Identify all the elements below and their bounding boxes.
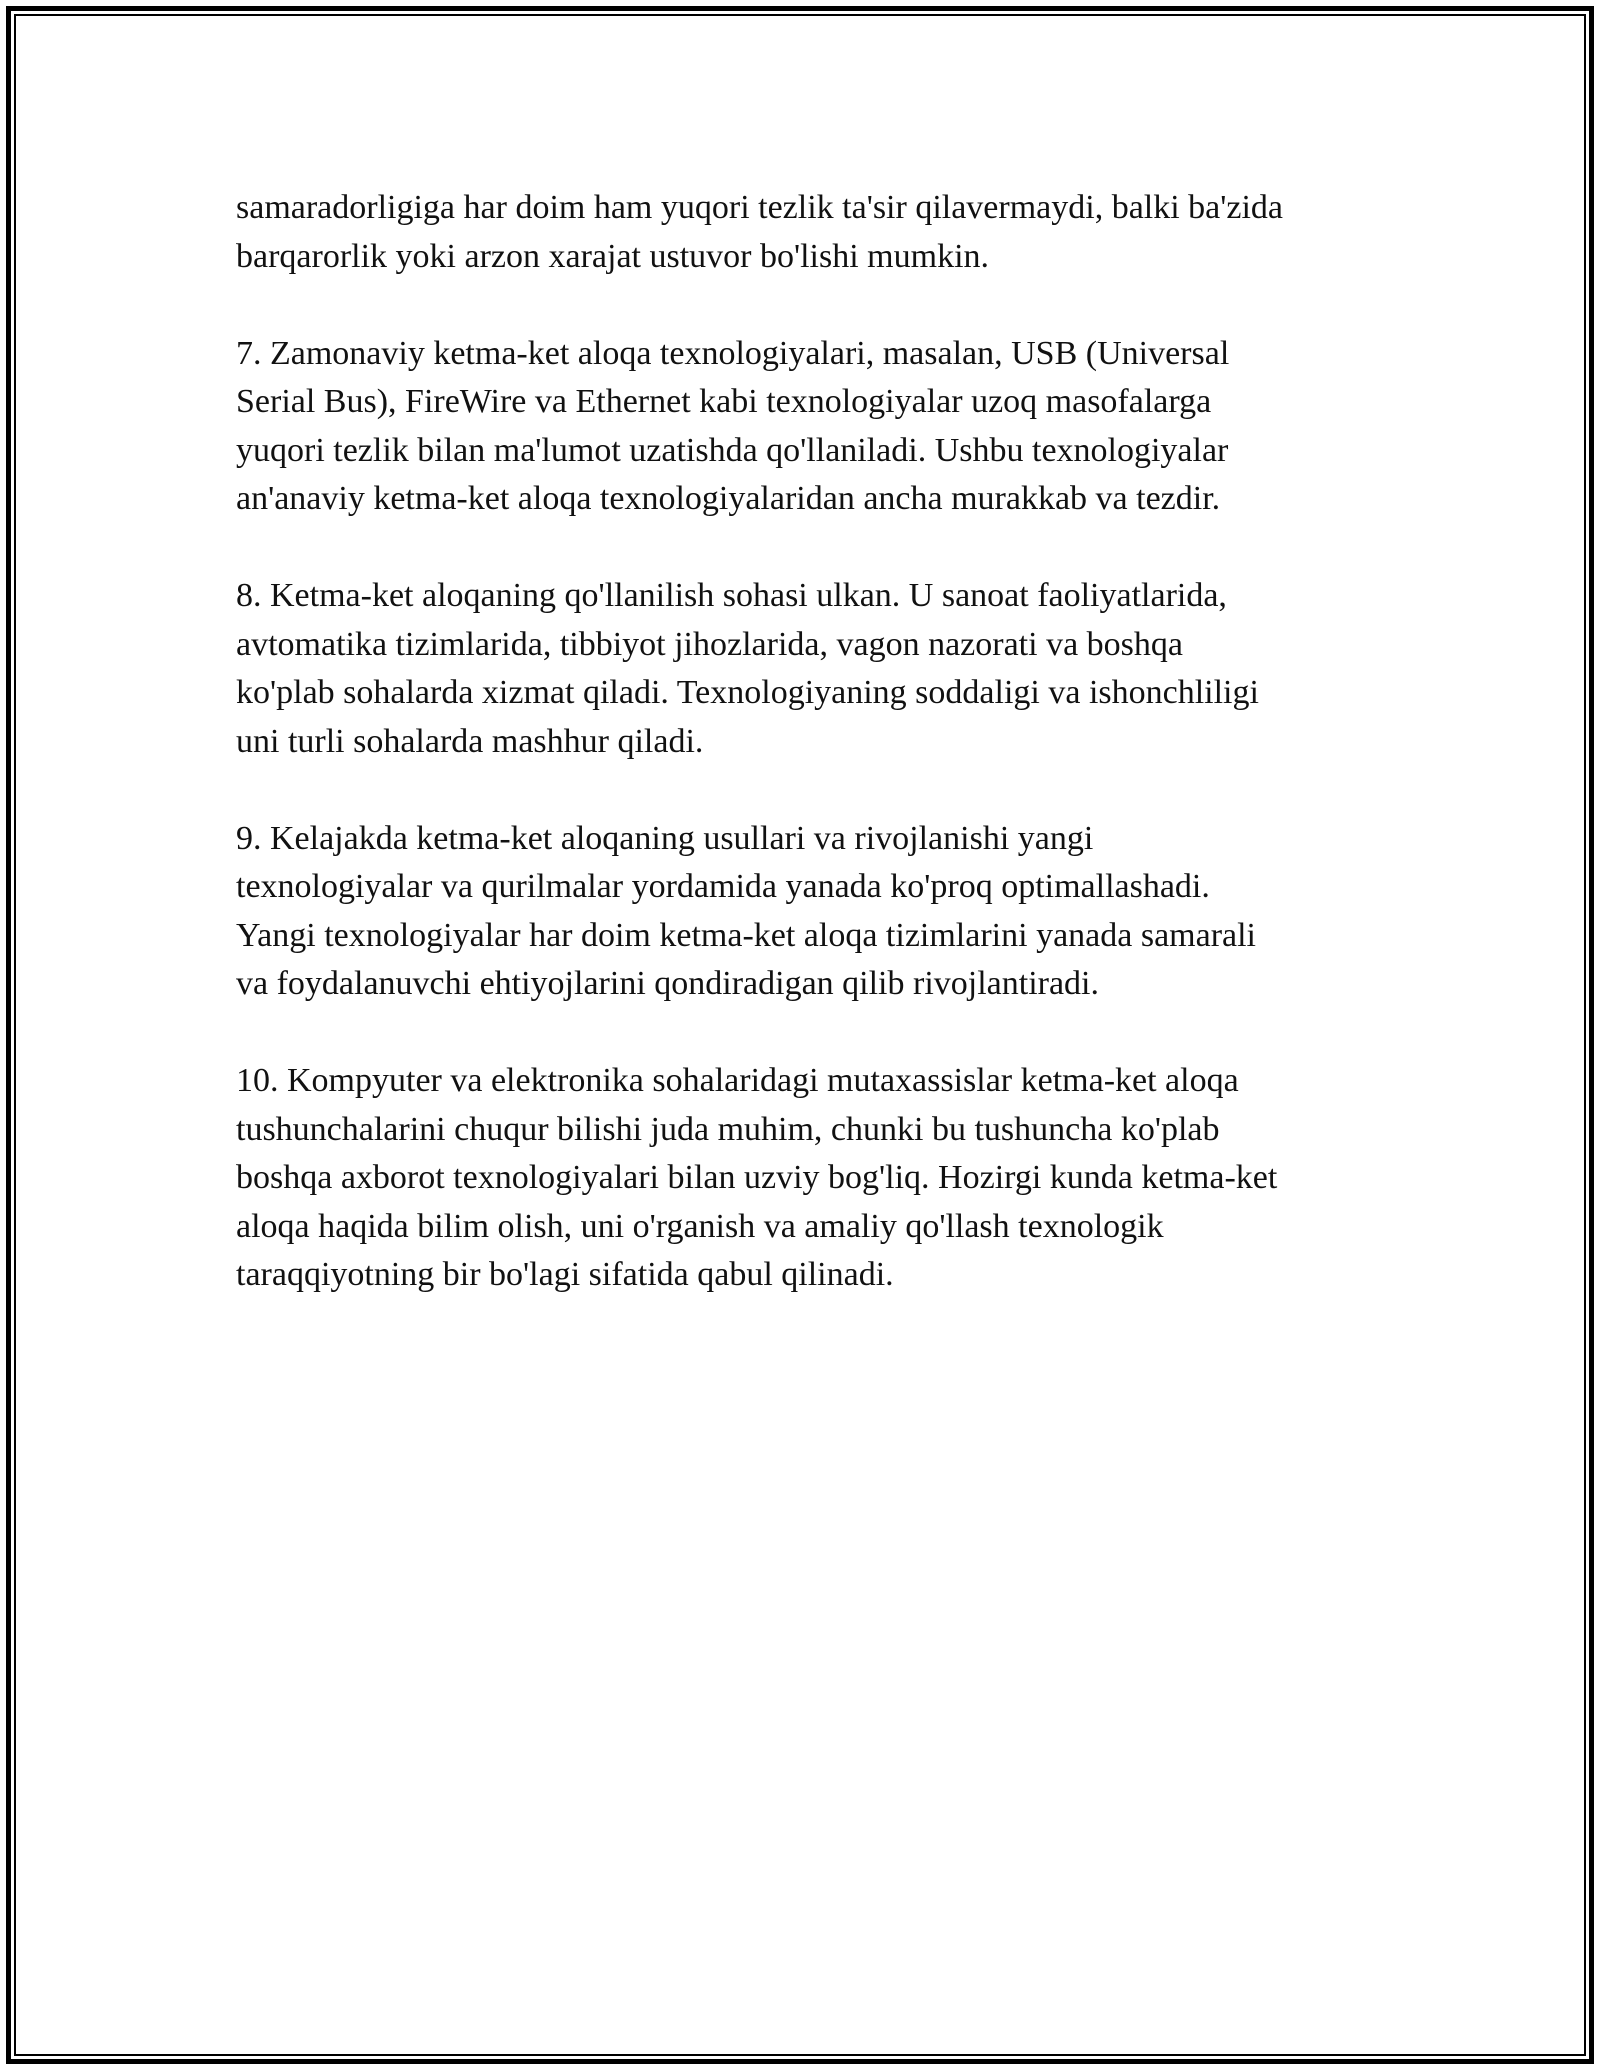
text-line: avtomatika tizimlarida, tibbiyot jihozlarida, vagon nazorati va boshqa: [236, 625, 1183, 663]
text-line: Yangi texnologiyalar har doim ketma-ket aloqa tizimlarini yanada samarali: [236, 916, 1256, 954]
text-line: uni turli sohalarda mashhur qiladi.: [236, 722, 704, 760]
text-line: yuqori tezlik bilan ma'lumot uzatishda qo'llaniladi. Ushbu texnologiyalar: [236, 431, 1229, 469]
paragraph-item-8: [236, 572, 1376, 766]
text-line: 9. Kelajakda ketma-ket aloqaning usullari va rivojlanishi yangi: [236, 819, 1094, 857]
paragraph-item-7: [236, 330, 1376, 524]
text-line: taraqqiyotning bir bo'lagi sifatida qabul qilinadi.: [236, 1256, 894, 1293]
text-line: texnologiyalar va qurilmalar yordamida yanada ko'proq optimallashadi.: [236, 868, 1210, 905]
text-line: Serial Bus), FireWire va Ethernet kabi texnologiyalar uzoq masofalarga: [236, 383, 1212, 420]
paragraph-item-9: [236, 815, 1376, 1009]
text-line: aloqa haqida bilim olish, uni o'rganish va amaliy qo'llash texnologik: [236, 1207, 1164, 1245]
paragraph-item-10: [236, 1057, 1376, 1300]
text-line: barqarorlik yoki arzon xarajat ustuvor bo'lishi mumkin.: [236, 237, 990, 275]
text-line: 8. Ketma-ket aloqaning qo'llanilish sohasi ulkan. U sanoat faoliyatlarida,: [236, 577, 1227, 614]
text-line: 10. Kompyuter va elektronika sohalaridagi mutaxassislar ketma-ket aloqa: [236, 1062, 1239, 1099]
document-body: [236, 184, 1376, 1348]
text-line: boshqa axborot texnologiyalari bilan uzviy bog'liq. Hozirgi kunda ketma-ket: [236, 1159, 1278, 1196]
paragraph-continuation: [236, 184, 1376, 281]
text-line: an'anaviy ketma-ket aloqa texnologiyalaridan ancha murakkab va tezdir.: [236, 480, 1221, 517]
text-line: samaradorligiga har doim ham yuqori tezlik ta'sir qilavermaydi, balki ba'zida: [236, 189, 1284, 226]
text-line: va foydalanuvchi ehtiyojlarini qondiradigan qilib rivojlantiradi.: [236, 965, 1099, 1002]
text-line: ko'plab sohalarda xizmat qiladi. Texnologiyaning soddaligi va ishonchliligi: [236, 674, 1259, 711]
text-line: tushunchalarini chuqur bilishi juda muhim, chunki bu tushuncha ko'plab: [236, 1110, 1220, 1148]
text-line: 7. Zamonaviy ketma-ket aloqa texnologiyalari, masalan, USB (Universal: [236, 334, 1230, 372]
